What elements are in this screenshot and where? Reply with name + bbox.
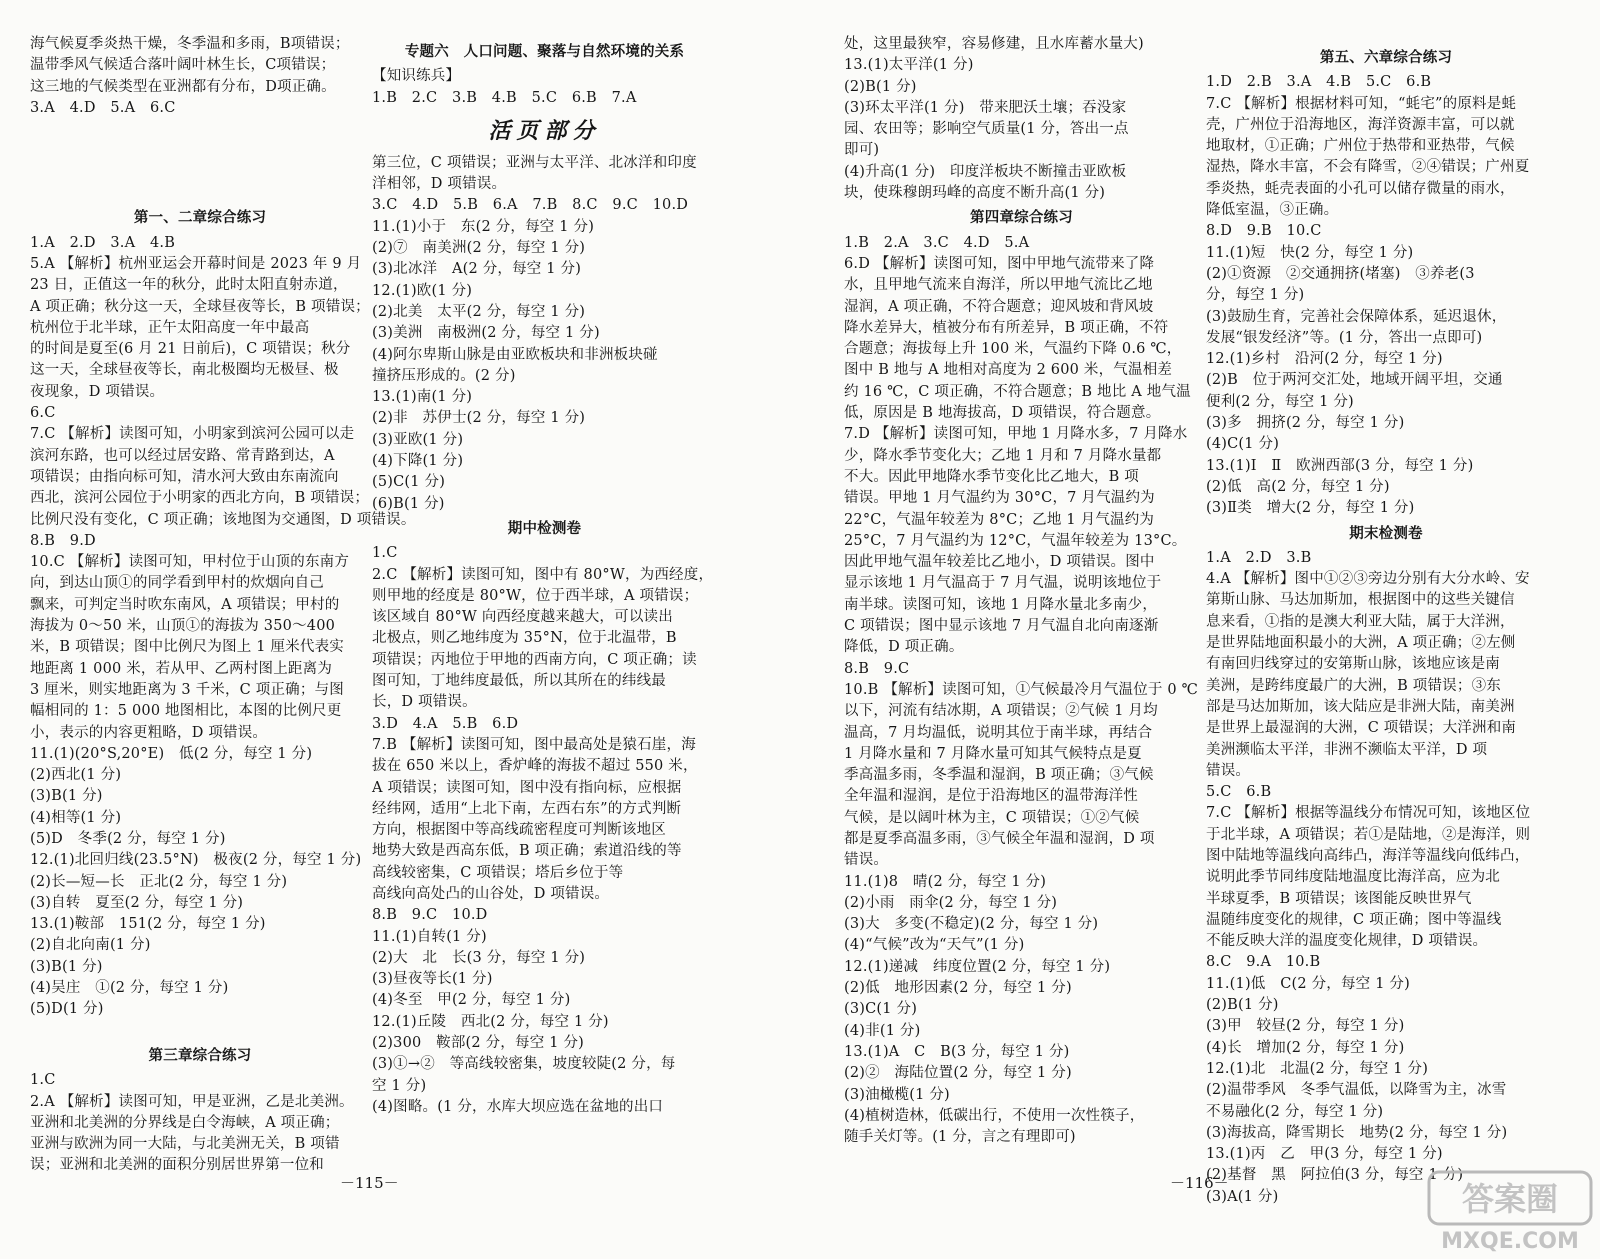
text-line: 小，表示的内容更粗略，D 项错误。 — [30, 724, 268, 741]
text-line: 8.C 9.A 10.B — [1206, 954, 1321, 971]
text-line: (2)300 鞍部(2 分，每空 1 分) — [372, 1035, 585, 1052]
text-line: (3)甲 较昼(2 分，每空 1 分) — [1206, 1018, 1405, 1035]
column-2 — [372, 0, 717, 1118]
text-line: (2)基督 黑 阿拉伯(3 分，每空 1 分) — [1206, 1167, 1464, 1184]
text-line: 气候，是以阔叶林为主，C 项错误；①②气候 — [844, 809, 1140, 826]
text-line: 2.C 【解析】读图可知，图中有 80°W，为西经度， — [372, 566, 714, 583]
text-line: 以下，河流有结冰期，A 项错误；②气候 1 月均 — [844, 703, 1158, 720]
text-line: 10.C 【解析】读图可知，甲村位于山顶的东南方 — [30, 554, 350, 571]
text-line: 7.C 【解析】根据等温线分布情况可知，该地区位 — [1206, 805, 1531, 822]
text-line: 8.D 9.B 10.C — [1206, 223, 1322, 240]
section-title: 活页部分 — [488, 117, 601, 144]
text-line: 都是夏季高温多雨，③气候全年温和湿润，D 项 — [844, 830, 1155, 847]
text-line: (4)图略。(1 分，水库大坝应选在盆地的出口 — [372, 1098, 664, 1115]
text-line: 3.D 4.A 5.B 6.D — [372, 715, 519, 732]
text-line: A 项错误；读图可知，图中没有指向标，应根据 — [372, 779, 682, 796]
text-line: (3)多 拥挤(2 分，每空 1 分) — [1206, 415, 1405, 432]
text-line: 是世界陆地面积最小的大洲，A 项正确；②左侧 — [1206, 635, 1516, 652]
text-line: 【知识练兵】 — [372, 68, 461, 85]
text-line: 比例尺没有变化，C 项正确；该地图为交通图，D 项错误。 — [30, 511, 416, 528]
text-line: 方向，根据图中等高线疏密程度可判断该地区 — [372, 822, 666, 839]
text-line: 这一天，全球昼夜等长，南北极圈均无极昼、极 — [30, 362, 339, 379]
text-line: (3)亚欧(1 分) — [372, 431, 464, 448]
text-line: (4)“气候”改为“天气”(1 分) — [844, 937, 1025, 954]
text-line: 图中陆地等温线向高纬凸，海洋等温线向低纬凸， — [1206, 847, 1530, 864]
text-line: A 项正确；秋分这一天，全球昼夜等长，B 项错误； — [30, 298, 370, 315]
text-line: (3)A(1 分) — [1206, 1188, 1279, 1205]
text-line: 13.(1)太平洋(1 分) — [844, 57, 974, 74]
text-line: 12.(1)丘陵 西北(2 分，每空 1 分) — [372, 1013, 609, 1030]
text-line: (3)环太平洋(1 分) 带来肥沃土壤；吞没家 — [844, 99, 1127, 116]
text-line: 3.A 4.D 5.A 6.C — [30, 99, 176, 116]
text-line: 长，D 项错误。 — [372, 694, 477, 711]
text-line: (2)⑦ 南美洲(2 分，每空 1 分) — [372, 240, 586, 257]
text-line: (4)长 增加(2 分，每空 1 分) — [1206, 1039, 1405, 1056]
text-line: 第三位，C 项错误；亚洲与太平洋、北冰洋和印度 — [372, 154, 697, 171]
text-line: (3)①→② 等高线较密集，坡度较陡(2 分，每 — [372, 1056, 676, 1073]
text-line — [30, 140, 370, 161]
watermark-url: MXQE.COM — [1441, 1229, 1579, 1254]
text-line: 约 16 ℃，C 项正确，不符合题意；B 地比 A 地气温 — [844, 383, 1191, 400]
text-line: (3)油橄榄(1 分) — [844, 1086, 950, 1103]
text-line: 项错误；丙地位于甲地的西南方向，C 项正确；读 — [372, 651, 697, 668]
text-line: 8.B 9.C — [844, 660, 910, 677]
text-line: 13.(1)丙 乙 甲(3 分，每空 1 分) — [1206, 1146, 1443, 1163]
text-line: 因此甲地气温年较差比乙地小，D 项错误。图中 — [844, 554, 1155, 571]
text-line: 部是马达加斯加，该大陆应是非洲大陆，南美洲 — [1206, 698, 1515, 715]
text-line: 1.C — [30, 1072, 56, 1089]
text-line: (2)B(1 分) — [1206, 997, 1279, 1014]
text-line: (3)C(1 分) — [844, 1001, 918, 1018]
text-line: (5)C(1 分) — [372, 474, 446, 491]
text-line: 温随纬度变化的规律，C 项正确；图中等温线 — [1206, 911, 1502, 928]
text-line: 海气候夏季炎热干燥，冬季温和多雨，B项错误； — [30, 36, 350, 52]
text-line: 3 厘米，则实地距离为 3 千米，C 项正确；与图 — [30, 681, 344, 698]
text-line: 不大。因此甲地降水季节变化比乙地大，B 项 — [844, 468, 1139, 485]
text-line: 23 日，正值这一年的秋分，此时太阳直射赤道， — [30, 277, 348, 294]
text-line: 息来看，①指的是澳大利亚大陆，属于大洋洲， — [1206, 613, 1515, 630]
text-line: 11.(1)8 晴(2 分，每空 1 分) — [844, 873, 1047, 890]
text-line: 11.(1)短 快(2 分，每空 1 分) — [1206, 244, 1414, 261]
text-line: 随手关灯等。(1 分，言之有理即可) — [844, 1129, 1076, 1146]
text-line: 低，原因是 B 地海拔高，D 项错误，符合题意。 — [844, 405, 1161, 422]
text-line: 7.C 【解析】读图可知，小明家到滨河公园可以走 — [30, 426, 355, 443]
text-line: 降低室温，③正确。 — [1206, 202, 1339, 219]
text-line: 说明此季节同纬度陆地温度比海洋高，应为北 — [1206, 869, 1500, 886]
text-line: 不能反映大洋的温度变化规律，D 项错误。 — [1206, 933, 1488, 950]
text-line: 3.C 4.D 5.B 6.A 7.B 8.C 9.C 10.D — [372, 197, 689, 214]
text-line: 少，降水季节变化大；乙地 1 月和 7 月降水量都 — [844, 447, 1162, 464]
text-line: 温高，7 月均温低，说明其位于南半球，再结合 — [844, 724, 1153, 741]
text-line: 空 1 分) — [372, 1077, 427, 1094]
text-line: 湿润，A 项正确，不符合题意；迎风坡和背风坡 — [844, 298, 1154, 315]
text-line: 幅相同的 1：5 000 地图相比，本图的比例尺更 — [30, 703, 342, 720]
section-heading: 第三章综合练习 — [148, 1047, 252, 1064]
text-line: 误；亚洲和北美洲的面积分别居世界第一位和 — [30, 1157, 324, 1174]
text-line: 该区域自 80°W 向西经度越来越大，可以读出 — [372, 609, 673, 626]
text-line: 壳，广州位于沿海地区，海洋资源丰富，可以就 — [1206, 116, 1515, 133]
text-line: 亚洲与欧洲为同一大陆，与北美洲无关，B 项错 — [30, 1136, 340, 1153]
text-line: 1.A 2.D 3.A 4.B — [30, 234, 176, 251]
text-line: (3)B(1 分) — [30, 958, 103, 975]
text-line: 水，且甲地气流来自海洋，所以甲地气流比乙地 — [844, 277, 1153, 294]
text-line: 8.B 9.C 10.D — [372, 907, 488, 924]
text-line: (2)自北向南(1 分) — [30, 937, 151, 954]
text-line: (2)西北(1 分) — [30, 767, 122, 784]
text-line: 洋相邻，D 项错误。 — [372, 176, 507, 193]
text-line: (2)② 海陆位置(2 分，每空 1 分) — [844, 1065, 1072, 1082]
text-line: 于北半球，A 项错误；若①是陆地，②是海洋，则 — [1206, 826, 1531, 843]
text-line: 美洲濒临太平洋，非洲不濒临太平洋，D 项 — [1206, 741, 1488, 758]
text-line: 1.D 2.B 3.A 4.B 5.C 6.B — [1206, 74, 1432, 91]
text-line: 美洲，是跨纬度最广的大洲，B 项错误；③东 — [1206, 677, 1501, 694]
text-line: 高线较密集，C 项错误；塔后乡位于等 — [372, 864, 624, 881]
text-line: 处，这里最狭窄，容易修建，且水库蓄水量大) — [844, 36, 1144, 52]
text-line: 季炎热，蚝壳表面的小孔可以储存微量的雨水， — [1206, 180, 1515, 197]
text-line: 错误。 — [844, 852, 889, 869]
section-heading: 第一、二章综合练习 — [133, 210, 267, 227]
watermark-logo-icon — [1425, 1168, 1595, 1256]
text-line: 6.D 【解析】读图可知，图中甲地气流带来了降 — [844, 255, 1155, 272]
text-line: 图可知，丁地纬度最低，所以其所在的纬线最 — [372, 673, 666, 690]
text-line: 季高温多雨，冬季温和湿润，B 项正确；③气候 — [844, 767, 1154, 784]
text-line: 第斯山脉、马达加斯加，根据图中的这些关键信 — [1206, 592, 1515, 609]
text-line: 显示该地 1 月气温高于 7 月气温，说明该地位于 — [844, 575, 1162, 592]
text-line: 5.A 【解析】杭州亚运会开幕时间是 2023 年 9 月 — [30, 255, 362, 272]
text-line: 即可) — [844, 142, 880, 159]
text-line: 8.B 9.D — [30, 532, 96, 549]
text-line: 南半球。读图可知，该地 1 月降水量北多南少， — [844, 596, 1158, 613]
text-line: C 项错误；图中显示该地 7 月气温自北向南逐渐 — [844, 618, 1159, 635]
text-line: 不易融化(2 分，每空 1 分) — [1206, 1103, 1384, 1120]
text-line: (2)温带季风 冬季气温低，以降雪为主，冰雪 — [1206, 1082, 1507, 1099]
text-line: (4)吴庄 ①(2 分，每空 1 分) — [30, 980, 229, 997]
text-line: (6)B(1 分) — [372, 495, 445, 512]
text-line: 则甲地的经度是 80°W，位于西半球，A 项错误； — [372, 587, 699, 604]
section-heading: 期中检测卷 — [507, 520, 582, 537]
text-line: 5.C 6.B — [1206, 784, 1272, 801]
text-line: 米，B 项错误；图中比例尺为图上 1 厘米代表实 — [30, 639, 345, 656]
text-line: (4)升高(1 分) 印度洋板块不断撞击亚欧板 — [844, 163, 1127, 180]
text-line: 11.(1)(20°S,20°E) 低(2 分，每空 1 分) — [30, 745, 313, 762]
text-line: (2)低 高(2 分，每空 1 分) — [1206, 478, 1390, 495]
text-line: 1.B 2.C 3.B 4.B 5.C 6.B 7.A — [372, 89, 637, 106]
section-heading: 第四章综合练习 — [970, 210, 1073, 227]
text-line: (2)B 位于两河交汇处，地域开阔平坦，交通 — [1206, 372, 1503, 389]
page-number-left: －115－ — [340, 1174, 399, 1192]
text-line: 12.(1)欧(1 分) — [372, 282, 473, 299]
text-line: 撞挤压形成的。(2 分) — [372, 367, 516, 384]
text-line: 向，到达山顶①的同学看到甲村的炊烟向自己 — [30, 575, 324, 592]
watermark-title: 答案圈 — [1461, 1180, 1559, 1218]
text-line: (3)Ⅱ类 增大(2 分，每空 1 分) — [1206, 500, 1415, 517]
text-line: 降低，D 项正确。 — [844, 639, 964, 656]
text-line: 11.(1)自转(1 分) — [372, 928, 487, 945]
text-line: (4)下降(1 分) — [372, 453, 464, 470]
text-line: 1.C — [372, 545, 398, 562]
text-line: 1.B 2.A 3.C 4.D 5.A — [844, 234, 1030, 251]
text-line: 13.(1)鞍部 151(2 分，每空 1 分) — [30, 916, 266, 933]
text-line: 图中 B 地与 A 地相对高度为 2 600 米，气温相差 — [844, 362, 1173, 379]
text-line: (4)阿尔卑斯山脉是由亚欧板块和非洲板块碰 — [372, 346, 658, 363]
text-line: 亚洲和北美洲的分界线是白令海峡，A 项正确； — [30, 1114, 340, 1131]
text-line: (5)D(1 分) — [30, 1001, 104, 1018]
text-line: 7.C 【解析】根据材料可知，“蚝宅”的原料是蚝 — [1206, 95, 1517, 112]
text-line: (4)冬至 甲(2 分，每空 1 分) — [372, 992, 571, 1009]
text-line: 13.(1)南(1 分) — [372, 389, 473, 406]
text-line: 4.A 【解析】图中①②③旁边分别有大分水岭、安 — [1206, 571, 1530, 588]
text-line: 夜现象，D 项错误。 — [30, 383, 165, 400]
text-line: 11.(1)小于 东(2 分，每空 1 分) — [372, 218, 595, 235]
text-line: (5)D 冬季(2 分，每空 1 分) — [30, 830, 226, 847]
text-line: 地势大致是西高东低，B 项正确；索道沿线的等 — [372, 843, 682, 860]
page-number-right: －116－ — [1170, 1174, 1229, 1192]
text-line: (3)海拔高，降雪期长 地势(2 分，每空 1 分) — [1206, 1124, 1508, 1141]
text-line: (2)长—短—长 正北(2 分，每空 1 分) — [30, 873, 288, 890]
text-line: 地距离 1 000 米，若从甲、乙两村图上距离为 — [30, 660, 333, 677]
text-line: 海拔为 0～50 米，山顶①的海拔为 350～400 — [30, 618, 336, 635]
text-line: (4)植树造林，低碳出行，不使用一次性筷子， — [844, 1107, 1145, 1124]
text-line — [30, 162, 370, 183]
text-line — [30, 119, 370, 140]
text-line: 这三地的气候类型在亚洲都有分布，D项正确。 — [30, 78, 336, 95]
text-line: 园、农田等；影响空气质量(1 分，答出一点 — [844, 121, 1129, 138]
text-line: (4)相等(1 分) — [30, 809, 122, 826]
text-line: 湿热，降水丰富，不会有降雪，②④错误；广州夏 — [1206, 159, 1530, 176]
section-heading: 期末检测卷 — [1349, 525, 1423, 542]
text-line: 拔在 650 米以上，香炉峰的海拔不超过 550 米， — [372, 758, 698, 775]
text-line: 合题意；海拔每上升 100 米，气温约下降 0.6 ℃， — [844, 341, 1182, 358]
text-line: 发展“银发经济”等。(1 分，答出一点即可) — [1206, 329, 1483, 346]
text-line: 地取材，①正确；广州位于热带和亚热带，气候 — [1206, 138, 1515, 155]
text-line: 的时间是夏至(6 月 21 日前后)，C 项错误；秋分 — [30, 341, 351, 358]
text-line: (3)昼夜等长(1 分) — [372, 971, 493, 988]
column-3 — [844, 0, 1199, 1148]
text-line: 降水差异大，植被分布有所差异，B 项正确，不符 — [844, 319, 1169, 336]
text-line: 有南回归线穿过的安第斯山脉，该地应该是南 — [1206, 656, 1500, 673]
text-line: 是世界上最湿润的大洲，C 项错误；大洋洲和南 — [1206, 720, 1517, 737]
text-line: 7.D 【解析】读图可知，甲地 1 月降水多，7 月降水 — [844, 426, 1188, 443]
text-line: (3)自转 夏至(2 分，每空 1 分) — [30, 894, 244, 911]
text-line: (2)B(1 分) — [844, 78, 917, 95]
text-line: 经纬网，适用“上北下南，左西右东”的方式判断 — [372, 800, 682, 817]
text-line: 2.A 【解析】读图可知，甲是亚洲，乙是北美洲。 — [30, 1093, 354, 1110]
text-line: (4)C(1 分) — [1206, 436, 1280, 453]
text-line: (4)非(1 分) — [844, 1022, 921, 1039]
text-line: 13.(1)Ⅰ Ⅱ 欧洲西部(3 分，每空 1 分) — [1206, 457, 1474, 474]
text-line: 12.(1)北 北温(2 分，每空 1 分) — [1206, 1060, 1429, 1077]
text-line: (3)大 多变(不稳定)(2 分，每空 1 分) — [844, 916, 1099, 933]
text-line: (2)北美 太平(2 分，每空 1 分) — [372, 303, 586, 320]
text-line — [30, 183, 370, 204]
text-line: (2)非 苏伊士(2 分，每空 1 分) — [372, 410, 586, 427]
text-line: 22°C，气温年较差为 8°C；乙地 1 月气温约为 — [844, 511, 1155, 528]
text-line: 半球夏季，B 项错误；该图能反映世界气 — [1206, 890, 1472, 907]
text-line — [30, 1021, 370, 1042]
text-line: 11.(1)低 C(2 分，每空 1 分) — [1206, 975, 1410, 992]
text-line: 6.C — [30, 405, 56, 422]
text-line: 高线向高处凸的山谷处，D 项错误。 — [372, 885, 610, 902]
text-line: 13.(1)A C B(3 分，每空 1 分) — [844, 1043, 1070, 1060]
text-line: (3)B(1 分) — [30, 788, 103, 805]
text-line: (2)大 北 长(3 分，每空 1 分) — [372, 949, 586, 966]
text-line: (2)①资源 ②交通拥挤(堵塞) ③养老(3 — [1206, 265, 1475, 282]
text-line: (2)低 地形因素(2 分，每空 1 分) — [844, 980, 1072, 997]
text-line: 25°C，7 月气温约为 12°C，气温年较差为 13°C。 — [844, 532, 1187, 549]
text-line: (3)美洲 南极洲(2 分，每空 1 分) — [372, 325, 600, 342]
text-line: 温带季风气候适合落叶阔叶林生长，C项错误； — [30, 57, 336, 74]
text-line: 分，每空 1 分) — [1206, 287, 1305, 304]
text-line: 全年温和湿润，是位于沿海地区的温带海洋性 — [844, 788, 1138, 805]
text-line: 块，使珠穆朗玛峰的高度不断升高(1 分) — [844, 185, 1106, 202]
text-line: 滨河东路，也可以经过居安路、常青路到达，A — [30, 447, 335, 464]
text-line: 杭州位于北半球，正午太阳高度一年中最高 — [30, 319, 310, 336]
text-line: 1.A 2.D 3.B — [1206, 549, 1312, 566]
text-line: 项错误；由指向标可知，清水河大致由东南流向 — [30, 468, 339, 485]
text-line: 7.B 【解析】读图可知，图中最高处是猿石崖，海 — [372, 736, 696, 753]
text-line: 12.(1)递减 纬度位置(2 分，每空 1 分) — [844, 958, 1111, 975]
text-line: 飘来，可判定当时吹东南风，A 项错误；甲村的 — [30, 596, 340, 613]
watermark — [1425, 1168, 1595, 1256]
text-line: 北极点，则乙地纬度为 35°N，位于北温带，B — [372, 630, 677, 647]
text-line: 10.B 【解析】读图可知，①气候最冷月气温位于 0 ℃ — [844, 681, 1199, 698]
column-4 — [1206, 0, 1566, 1208]
text-line: 便利(2 分，每空 1 分) — [1206, 393, 1354, 410]
text-line: 1 月降水量和 7 月降水量可知其气候特点是夏 — [844, 745, 1142, 762]
text-line: 错误。 — [1206, 762, 1251, 779]
text-line: (2)小雨 雨伞(2 分，每空 1 分) — [844, 894, 1058, 911]
text-line: 错误。甲地 1 月气温约为 30°C，7 月气温约为 — [844, 490, 1155, 507]
text-line: (3)北冰洋 A(2 分，每空 1 分) — [372, 261, 582, 278]
section-heading: 专题六 人口问题、聚落与自然环境的关系 — [404, 44, 685, 60]
text-line: 12.(1)北回归线(23.5°N) 极夜(2 分，每空 1 分) — [30, 852, 362, 869]
text-line: 西北，滨河公园位于小明家的西北方向，B 项错误； — [30, 490, 370, 507]
section-heading: 第五、六章综合练习 — [1319, 50, 1453, 66]
text-line: (3)鼓励生育，完善社会保障体系，延迟退休， — [1206, 308, 1507, 325]
text-line: 12.(1)乡村 沿河(2 分，每空 1 分) — [1206, 351, 1443, 368]
